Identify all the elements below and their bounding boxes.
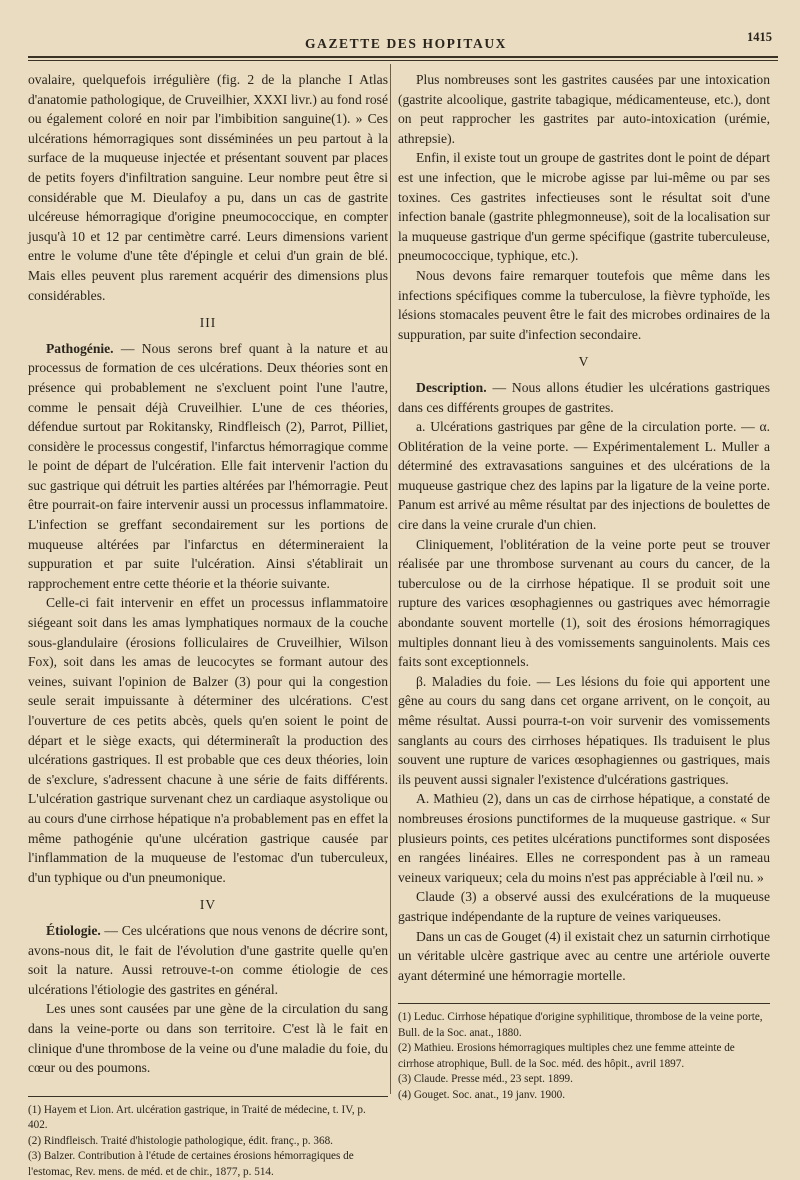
paragraph: Cliniquement, l'oblitération de la veine porte peut se trouver réalisée par une thrombose survenant au cours du cancer, de la tuberculose ou de la cirrhose hépatique. Il se produit soit une rupture des varices œsophagiennes ou gastriques avec hémorragie abondante souvent mortelle (1), soit des érosions hémorragiques multiples donnant lieu à des vomissements sanguinolents. Mais ces faits sont exceptionnels. (398, 536, 770, 670)
paragraph: Celle-ci fait intervenir en effet un processus inflammatoire siégeant soit dans les amas lymphatiques normaux de la couche sous-glandulaire (érosions folliculaires de Cruveilhier, Wilson Fox), soit dans les amas de leucocytes se formant autour des veines, suivant l'opinion de Balzer (3) pour qui la congestion seule serait impuissante à déterminer des ulcérations. C'est l'ouverture de ces petits abcès, quels qu'en soient le point de départ et le siège exacts, qui détermineraît la production des ulcérations gastriques. Il est probable que ces deux théories, loin de s'exclure, s'adressent chacune à une série de faits différents. L'ulcération gastrique survenant chez un cardiaque asystolique ou au cours d'une cirrhose hépatique n'a probablement pas en effet la même pathogénie qu'une ulcération gastrique causée par l'inflammation de la muqueuse de l'estomac d'un tuberculeux, d'un typhique ou d'un pneumonique. (28, 595, 388, 885)
paragraph: Enfin, il existe tout un groupe de gastrites dont le point de départ est une infection, que le microbe agisse par lui-même ou par ses toxines. Ces gastrites infectieuses sont le résultat soit d'une infection banale (gastrite phlegmonneuse), soit de la localisation sur la muqueuse gastrique d'un germe spécifique (gastrite tuberculeuse, pneumococcique, typhique, etc.). (398, 150, 770, 264)
right-column (398, 70, 770, 1103)
paragraph: Claude (3) a observé aussi des exulcérations de la muqueuse gastrique indépendante de la rupture de veines variqueuses. (398, 889, 770, 924)
footnote-rule (398, 1003, 770, 1004)
paragraph: a. Ulcérations gastriques par gêne de la circulation porte. — α. Oblitération de la veine porte. — Expérimentalement L. Muller a déterminé des extravasations sanguines et des ulcérations de la muqueuse gastrique chez des lapins par la ligature de la veine porte. Panum est arrivé au même résultat par des injections de boulettes de cire dans la veine crurale d'un chien. (398, 419, 770, 533)
page-header (0, 30, 800, 58)
paragraph: β. Maladies du foie. — Les lésions du foie qui apportent une gêne au cours du sang dans cet organe arrivent, on le conçoit, au même résultat. Aussi pourra-t-on voir survenir des vomissements sanglants au cours des cirrhoses hépatiques. Ils traduisent le plus souvent une rupture de varices œsophagiennes ou gastriques, mais ils peuvent aussi signaler l'existence d'ulcérations gastriques. (398, 673, 770, 787)
footnote: (4) Gouget. Soc. anat., 19 janv. 1900. (398, 1088, 566, 1101)
footnotes (28, 1103, 388, 1180)
paragraph: A. Mathieu (2), dans un cas de cirrhose hépatique, a constaté de nombreuses érosions punctiformes de la muqueuse gastrique. « Sur plusieurs points, ces petites ulcérations punctiformes sont disposées en rangées linéaires. Elles ne correspondent pas à un rameau veineux variqueux; cela du moins n'est pas appréciable à l'œil nu. » (398, 791, 770, 885)
footnote-rule (28, 1096, 388, 1097)
header-rule (28, 56, 778, 61)
paragraph: ovalaire, quelquefois irrégulière (fig. 2 de la planche I Atlas d'anatomie pathologique, de Cruveilhier, XXXI livr.) au fond rosé ou également coloré en noir par l'imbibition sanguine(1). » Ces ulcérations hémorragiques sont disséminées un peu partout à la surface de la muqueuse injectée et présentant souvent par places de petits foyers d'infiltration sanguine. Leur nombre peut être si considérable que M. Dieulafoy a pu, dans un cas de gastrite ulcéreuse hémorragique d'origine pneumococcique, en compter jusqu'à 10 et 12 par centimètre carré. Leurs dimensions varient entre le volume d'une tête d'épingle et celui d'un grain de blé. Mais elles peuvent plus rarement acquérir des dimensions plus considérables. (28, 72, 388, 303)
section-number: V (578, 354, 590, 370)
paragraph-lead: Pathogénie. (46, 340, 114, 356)
footnote: (2) Rindfleisch. Traité d'histologie pathologique, édit. franç., p. 368. (28, 1134, 333, 1147)
paragraph (28, 921, 388, 999)
paragraph: Nous devons faire remarquer toutefois que même dans les infections spécifiques comme la tuberculose, la fièvre typhoïde, les lésions stomacales peuvent être le fait des microbes ordinaires de la suppuration, par suite d'infection secondaire. (398, 267, 770, 342)
footnote: (1) Leduc. Cirrhose hépatique d'origine syphilitique, thrombose de la veine porte, Bull. de la Soc. anat., 1880. (398, 1011, 763, 1039)
journal-title: GAZETTE DES HOPITAUX (305, 36, 508, 51)
paragraph-lead: Description. (416, 379, 487, 395)
footnote: (3) Balzer. Contribution à l'étude de certaines érosions hémorragiques de l'estomac, Rev. mens. de méd. et de chir., 1877, p. 514. (28, 1150, 354, 1178)
column-divider (390, 64, 391, 1094)
paragraph-lead: Étiologie. (46, 922, 101, 938)
paragraph (398, 378, 770, 417)
paragraph (28, 339, 388, 594)
paragraph-text: — Nous allons étudier les ulcérations gastriques dans ces différents groupes de gastrites. (398, 379, 770, 415)
footnote: (3) Claude. Presse méd., 23 sept. 1899. (398, 1073, 573, 1086)
paragraph-text: — Nous serons bref quant à la nature et au processus de formation de ces ulcérations. Deux théories sont en présence qui probablement ne s'excluent point l'une l'autre, comme le pensait déjà Cruveilhier. L'une de ces théories, défendue surtout par Rokitansky, Rindfleisch (2), Parrot, Pilliet, considère le processus congestif, l'infarctus hémorragique comme le point de départ de l'ulcération. Elle fait intervenir l'action du suc gastrique qui détruit les parties altérées par l'hémorragie. Peut être pourrait-on faire intervenir aussi un processus inflammatoire. L'infection se greffant secondairement sur les portions de muqueuse altérées par l'infarctus en détermineraient la suppuration et par suite l'ulcération. Ainsi s'établirait un rapprochement entre cette théorie et la théorie suivante. (28, 340, 388, 591)
paragraph: Les unes sont causées par une gène de la circulation du sang dans la veine-porte ou dans son territoire. C'est là le fait en clinique d'une thrombose de la veine ou d'une maladie du foie, du cœur ou des poumons. (28, 1001, 388, 1076)
paragraph-text: — Ces ulcérations que nous venons de décrire sont, avons-nous dit, le fait de l'évolution d'une gastrite quelle qu'en soit la nature. Aussi retrouve-t-on comme étiologie de ces ulcérations l'étiologie des gastrites en général. (28, 922, 388, 997)
paragraph: Dans un cas de Gouget (4) il existait chez un saturnin cirrhotique un véritable ulcère gastrique avec au centre une artériole ouverte ayant déterminé une hémorragie mortelle. (398, 928, 770, 983)
footnotes (398, 1010, 770, 1103)
page-number: 1415 (747, 30, 772, 44)
left-column (28, 70, 388, 1180)
section-number: IV (199, 897, 217, 913)
footnote: (2) Mathieu. Erosions hémorragiques multiples chez une femme atteinte de cirrhose atrophique, Bull. de la Soc. méd. des hôpit., avril 1897. (398, 1042, 735, 1070)
paragraph: Plus nombreuses sont les gastrites causées par une intoxication (gastrite alcoolique, gastrite tabagique, médicamenteuse, etc.), dont on peut rapprocher les gastrites par auto-intoxication (urémie, athrepsie). (398, 72, 770, 146)
section-number: III (199, 315, 217, 331)
footnote: (1) Hayem et Lion. Art. ulcération gastrique, in Traité de médecine, t. IV, p. 402. (28, 1103, 366, 1132)
